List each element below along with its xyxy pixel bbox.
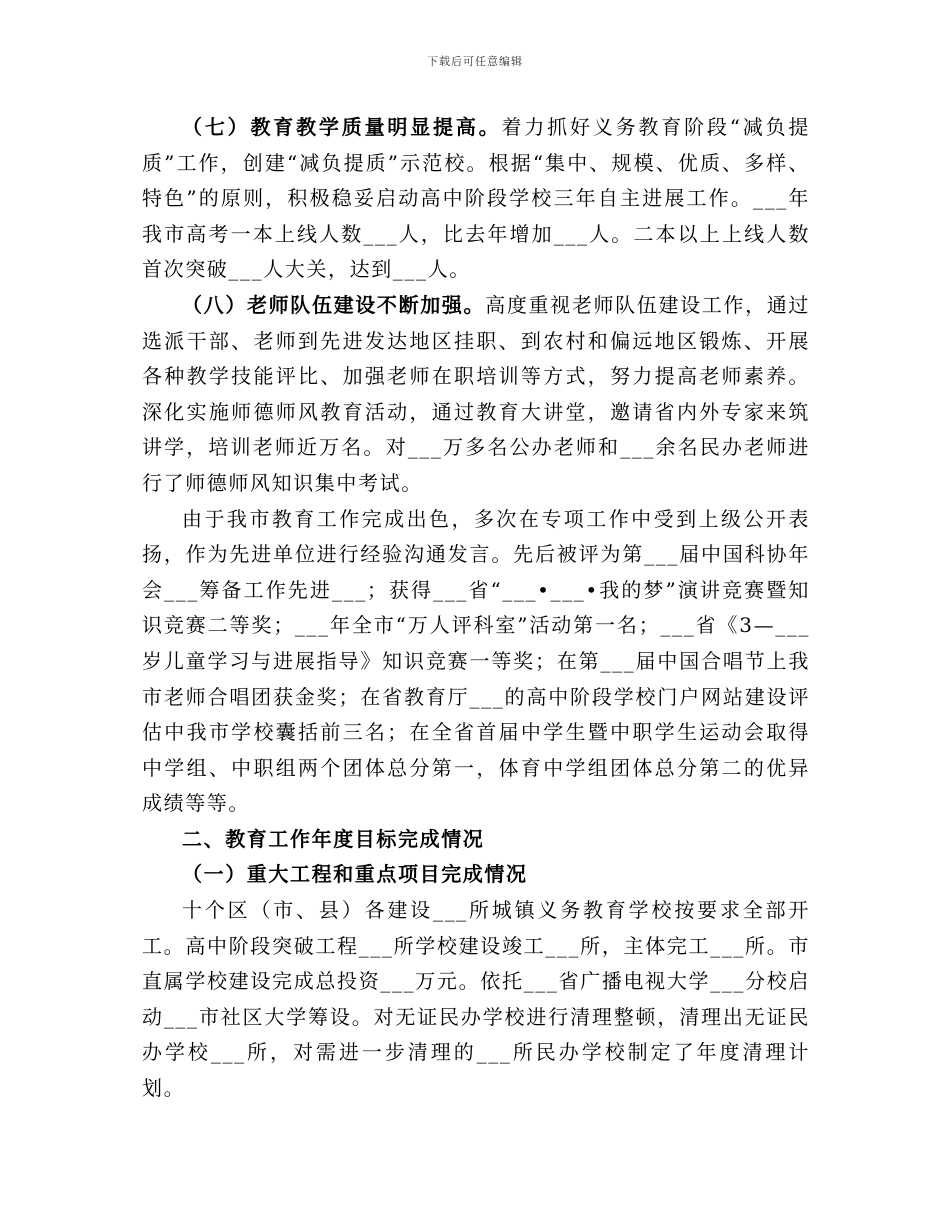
paragraph-text-education-quality: 着力抓好义务教育阶段“减负提质”工作，创建“减负提质”示范校。根据“集中、规模、优质、多样、特色”的原则，积极稳妥启动高中阶段学校三年自主进展工作。___年我市高考一本上线人数___人，比去年增加___人。二本以上上线人数首次突破___人大关，达到___人。 bbox=[142, 115, 810, 282]
paragraph-major-projects: 十个区（市、县）各建设___所城镇义务教育学校按要求全部开工。高中阶段突破工程___所学校建设竣工___所，主体完工___所。市直属学校建设完成总投资___万元。依托___省广播电视大学___分校启动___市社区大学筹设。对无证民办学校进行清理整顿，清理出无证民办学校___所，对需进一步清理的___所民办学校制定了年度清理计划。 bbox=[142, 898, 810, 1101]
subsection-heading-major-projects: （一）重大工程和重点项目完成情况 bbox=[182, 862, 528, 887]
document-body bbox=[142, 110, 810, 1107]
paragraph-achievements: 由于我市教育工作完成出色，多次在专项工作中受到上级公开表扬，作为先进单位进行经验沟通发言。先后被评为第___届中国科协年会___筹备工作先进___；获得___省“___•___•我的梦”演讲竞赛暨知识竞赛二等奖；___年全市“万人评科室”活动第一名；___省《3—___岁儿童学习与进展指导》知识竞赛一等奖；在第___届中国合唱节上我市老师合唱团获金奖；在省教育厅___的高中阶段学校门户网站建设评估中我市学校囊括前三名；在全省首届中学生暨中职学生运动会取得中学组、中职组两个团体总分第一，体育中学组团体总分第二的优异成绩等等。 bbox=[142, 506, 810, 816]
page-header-note: 下载后可任意编辑 bbox=[427, 55, 523, 68]
paragraph-teacher-team bbox=[142, 288, 810, 502]
paragraph-education-quality bbox=[142, 110, 810, 288]
paragraph-text-teacher-team: 高度重视老师队伍建设工作，通过选派干部、老师到先进发达地区挂职、到农村和偏远地区锻炼、开展各种教学技能评比、加强老师在职培训等方式，努力提高老师素养。深化实施师德师风教育活动，通过教育大讲堂，邀请省内外专家来筑讲学，培训老师近万名。对___万多名公办老师和___余名民办老师进行了师德师风知识集中考试。 bbox=[142, 292, 810, 495]
section-heading-annual-targets: 二、教育工作年度目标完成情况 bbox=[182, 826, 485, 851]
paragraph-heading-education-quality: （七）教育教学质量明显提高。 bbox=[182, 115, 502, 139]
paragraph-heading-teacher-team: （八）老师队伍建设不断加强。 bbox=[182, 292, 486, 317]
